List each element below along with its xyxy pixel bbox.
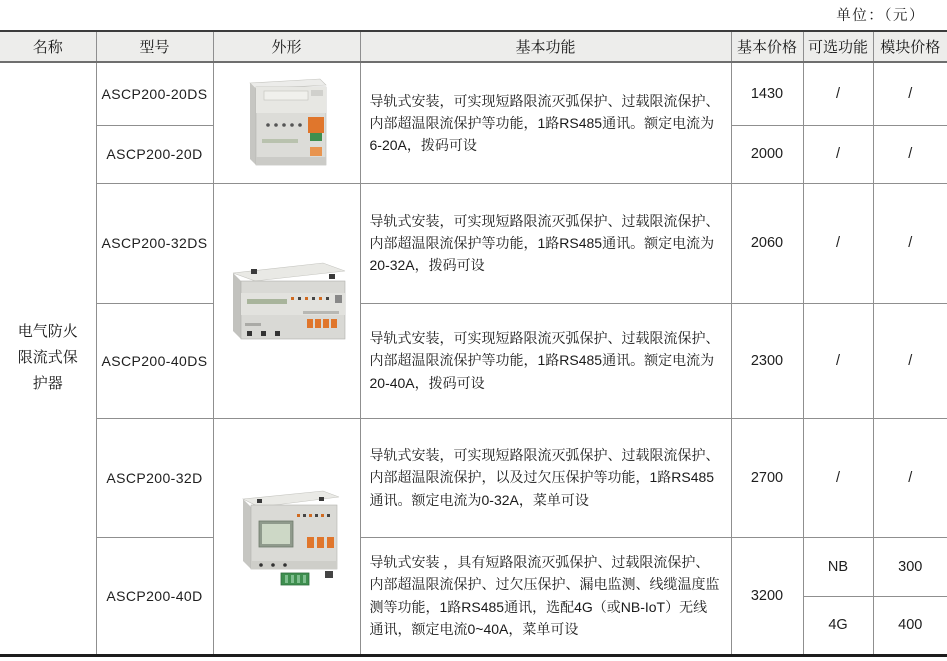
optional-cell: /: [803, 418, 873, 537]
base-price-cell: 1430: [731, 62, 803, 125]
product-image-cell-group3: [213, 418, 360, 655]
product-image-cell-group1: [213, 62, 360, 183]
function-cell: 导轨式安装 ，具有短路限流灭弧保护、过载限流保护、内部超温限流保护、过欠压保护、漏电监测、线缆温度监测等功能，1路RS485通讯，选配4G（或NB-IoT）无线通讯，额定电流0~40A，菜单可设: [360, 537, 731, 655]
header-module-price: 模块价格: [873, 31, 947, 62]
module-price-cell: /: [873, 303, 947, 418]
header-row: [0, 31, 947, 62]
module-price-cell-4g: 400: [873, 596, 947, 655]
model-cell: ASCP200-40DS: [96, 303, 213, 418]
category-cell: 电气防火限流式保护器: [0, 62, 96, 655]
table-row: [0, 418, 947, 537]
base-price-cell: 2300: [731, 303, 803, 418]
module-price-cell-nb: 300: [873, 537, 947, 596]
header-base-price: 基本价格: [731, 31, 803, 62]
optional-cell: /: [803, 62, 873, 125]
function-cell: 导轨式安装，可实现短路限流灭弧保护、过载限流保护、内部超温限流保护，以及过欠压保护等功能，1路RS485通讯。额定电流为0-32A，菜单可设: [360, 418, 731, 537]
base-price-cell: 3200: [731, 537, 803, 655]
model-cell: ASCP200-40D: [96, 537, 213, 655]
base-price-cell: 2700: [731, 418, 803, 537]
model-cell: ASCP200-20D: [96, 125, 213, 183]
din-rail-module-lcd-image: [227, 481, 347, 591]
optional-cell: /: [803, 125, 873, 183]
model-cell: ASCP200-32DS: [96, 183, 213, 303]
header-function: 基本功能: [360, 31, 731, 62]
function-cell: 导轨式安装，可实现短路限流灭弧保护、过载限流保护、内部超温限流保护等功能，1路RS485通讯。额定电流为20-32A，拨码可设: [360, 183, 731, 303]
optional-cell-nb: NB: [803, 537, 873, 596]
module-price-cell: /: [873, 418, 947, 537]
table-row: [0, 303, 947, 418]
optional-cell: /: [803, 303, 873, 418]
function-cell: 导轨式安装，可实现短路限流灭弧保护、过载限流保护、内部超温限流保护等功能，1路RS485通讯。额定电流为6-20A，拨码可设: [360, 62, 731, 183]
optional-cell: /: [803, 183, 873, 303]
module-price-cell: /: [873, 183, 947, 303]
header-model: 型号: [96, 31, 213, 62]
module-price-cell: /: [873, 125, 947, 183]
model-cell: ASCP200-32D: [96, 418, 213, 537]
table-row: [0, 62, 947, 125]
din-rail-module-wide-image: [219, 253, 354, 348]
unit-note: 单位：（元）: [836, 8, 925, 24]
header-optional: 可选功能: [803, 31, 873, 62]
table-row: [0, 183, 947, 303]
function-cell: 导轨式安装，可实现短路限流灭弧保护、过载限流保护、内部超温限流保护等功能，1路RS485通讯。额定电流为20-40A，拨码可设: [360, 303, 731, 418]
base-price-cell: 2060: [731, 183, 803, 303]
price-table: [0, 30, 947, 657]
header-name: 名称: [0, 31, 96, 62]
optional-cell-4g: 4G: [803, 596, 873, 655]
table-row: [0, 537, 947, 596]
base-price-cell: 2000: [731, 125, 803, 183]
header-appearance: 外形: [213, 31, 360, 62]
module-price-cell: /: [873, 62, 947, 125]
product-image-cell-group2: [213, 183, 360, 418]
model-cell: ASCP200-20DS: [96, 62, 213, 125]
din-rail-module-compact-image: [234, 73, 339, 173]
